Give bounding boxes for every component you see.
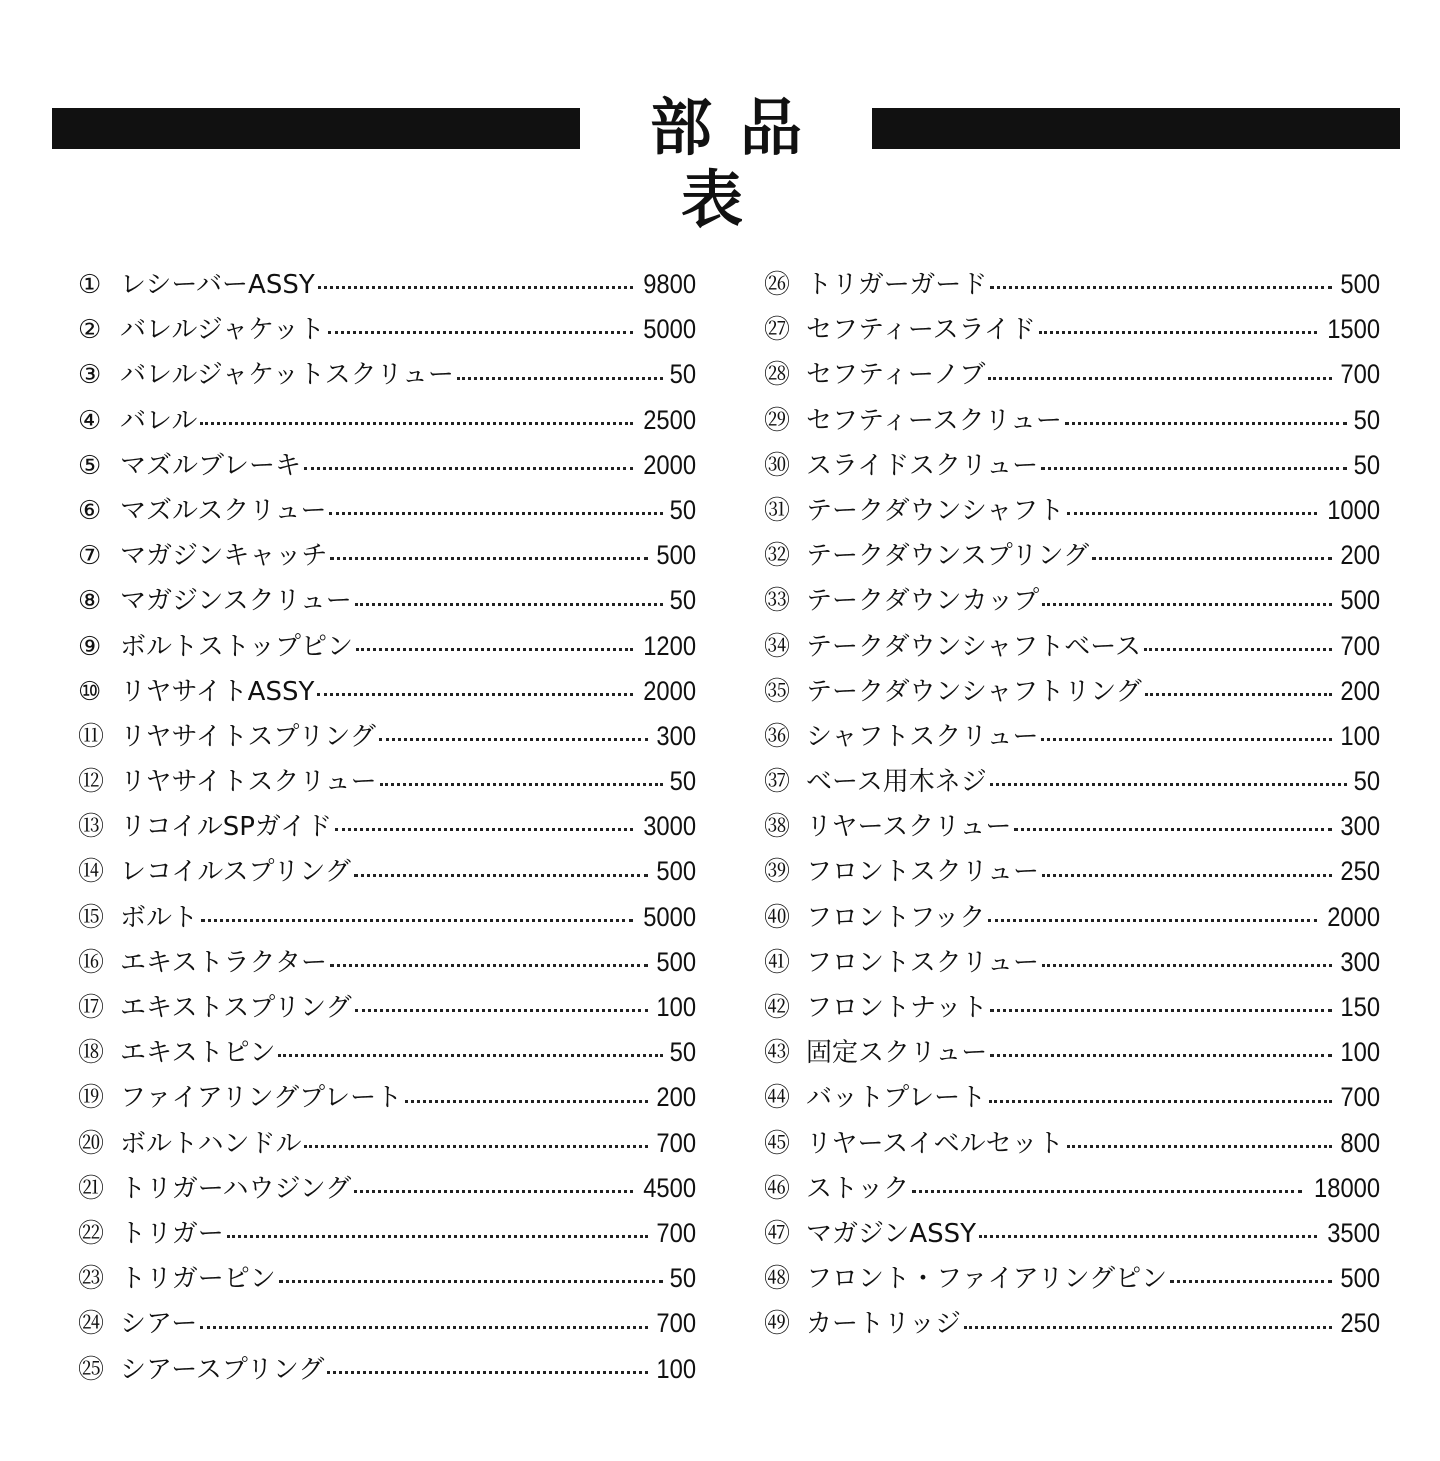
dot-leader bbox=[979, 1235, 1317, 1238]
part-price: 50 bbox=[669, 359, 696, 390]
part-price: 50 bbox=[669, 585, 696, 616]
dot-leader bbox=[354, 874, 648, 877]
dot-leader bbox=[964, 1326, 1332, 1329]
dot-leader bbox=[318, 286, 633, 289]
part-number: ㊽ bbox=[764, 1264, 791, 1295]
part-number: ④ bbox=[78, 405, 102, 436]
dot-leader bbox=[1014, 828, 1332, 831]
part-name: ボルトハンドル bbox=[120, 1128, 302, 1159]
title-banner bbox=[52, 91, 1400, 236]
part-row bbox=[764, 1030, 1380, 1075]
part-number: ㉝ bbox=[764, 586, 791, 617]
dot-leader bbox=[1145, 693, 1332, 696]
dot-leader bbox=[1041, 738, 1331, 741]
part-name: エキストスプリング bbox=[120, 993, 352, 1023]
part-price: 150 bbox=[1340, 992, 1380, 1022]
part-row bbox=[764, 488, 1380, 533]
part-number: ㉗ bbox=[764, 315, 791, 346]
part-price: 5000 bbox=[643, 314, 696, 345]
part-name: バレルジャケット bbox=[120, 315, 325, 346]
part-name: トリガーガード bbox=[806, 270, 988, 300]
part-name: ボルト bbox=[120, 902, 199, 933]
dot-leader bbox=[304, 1145, 647, 1148]
part-number: ㊶ bbox=[764, 947, 791, 978]
part-number: ㊼ bbox=[764, 1218, 791, 1249]
part-row bbox=[78, 533, 696, 578]
part-row bbox=[764, 759, 1380, 804]
part-price: 1200 bbox=[643, 630, 696, 661]
part-row bbox=[78, 1347, 696, 1392]
part-row bbox=[78, 804, 696, 849]
part-row bbox=[764, 307, 1380, 352]
part-price: 700 bbox=[1340, 1082, 1380, 1113]
part-row bbox=[764, 624, 1380, 669]
part-number: ㊾ bbox=[764, 1309, 791, 1340]
part-price: 2000 bbox=[1327, 901, 1380, 932]
part-row bbox=[78, 1030, 696, 1075]
part-row bbox=[78, 1121, 696, 1166]
part-number: ⑩ bbox=[78, 676, 102, 707]
part-price: 300 bbox=[656, 720, 696, 751]
dot-leader bbox=[1092, 557, 1332, 560]
page-title: 部品表 bbox=[649, 91, 830, 236]
dot-leader bbox=[330, 557, 648, 560]
part-price: 50 bbox=[1353, 766, 1380, 797]
part-number: ⑥ bbox=[78, 495, 102, 526]
part-number: ⑮ bbox=[78, 902, 105, 933]
dot-leader bbox=[990, 783, 1347, 786]
part-row bbox=[78, 307, 696, 352]
part-price: 100 bbox=[656, 992, 696, 1022]
dot-leader bbox=[227, 1235, 648, 1238]
part-name: バットプレート bbox=[806, 1083, 987, 1114]
part-number: ㊴ bbox=[764, 857, 791, 888]
part-number: ㉖ bbox=[764, 270, 791, 300]
dot-leader bbox=[355, 603, 663, 606]
part-number: ⑳ bbox=[78, 1128, 105, 1159]
part-number: ㉘ bbox=[764, 360, 791, 391]
part-row bbox=[78, 895, 696, 940]
dot-leader bbox=[405, 1100, 648, 1103]
part-name: シャフトスクリュー bbox=[806, 721, 1039, 752]
part-number: ㉙ bbox=[764, 405, 791, 436]
part-number: ⑰ bbox=[78, 993, 105, 1023]
part-number: ㉚ bbox=[764, 450, 791, 481]
part-number: ⑭ bbox=[78, 857, 105, 888]
part-price: 100 bbox=[656, 1353, 696, 1384]
dot-leader bbox=[354, 1190, 633, 1193]
part-price: 500 bbox=[1340, 585, 1380, 616]
part-price: 2500 bbox=[643, 404, 696, 435]
part-name: リヤサイトASSY bbox=[120, 676, 315, 707]
part-row bbox=[764, 849, 1380, 894]
part-price: 50 bbox=[669, 1263, 696, 1294]
part-name: トリガー bbox=[120, 1218, 224, 1249]
part-price: 50 bbox=[1353, 449, 1380, 480]
dot-leader bbox=[1067, 1145, 1332, 1148]
dot-leader bbox=[329, 512, 663, 515]
part-price: 50 bbox=[669, 766, 696, 797]
part-row bbox=[764, 895, 1380, 940]
dot-leader bbox=[328, 331, 633, 334]
part-number: ⑲ bbox=[78, 1083, 105, 1114]
part-price: 200 bbox=[1340, 540, 1380, 571]
part-row bbox=[78, 1211, 696, 1256]
part-name: バレルジャケットスクリュー bbox=[120, 360, 454, 391]
part-name: バレル bbox=[120, 405, 198, 436]
part-number: ⑦ bbox=[78, 541, 102, 572]
part-row bbox=[764, 1075, 1380, 1120]
part-price: 18000 bbox=[1313, 1172, 1380, 1203]
part-name: ファイアリングプレート bbox=[120, 1083, 403, 1114]
dot-leader bbox=[1041, 467, 1347, 470]
part-number: ③ bbox=[78, 360, 102, 391]
part-price: 2000 bbox=[643, 675, 696, 706]
part-name: リコイルSPガイド bbox=[120, 812, 333, 843]
part-number: ㉓ bbox=[78, 1264, 105, 1295]
part-name: リヤースイベルセット bbox=[806, 1128, 1064, 1159]
dot-leader bbox=[457, 377, 663, 380]
part-price: 1000 bbox=[1327, 494, 1380, 525]
part-price: 250 bbox=[1340, 1308, 1380, 1339]
part-name: テークダウンシャフトリング bbox=[806, 676, 1142, 707]
dot-leader bbox=[200, 422, 633, 425]
dot-leader bbox=[200, 1326, 648, 1329]
part-row bbox=[78, 488, 696, 533]
dot-leader bbox=[317, 693, 633, 696]
dot-leader bbox=[1144, 648, 1332, 651]
part-name: フロントナット bbox=[806, 993, 988, 1023]
part-price: 50 bbox=[669, 494, 696, 525]
part-number: ㊷ bbox=[764, 993, 791, 1023]
part-name: リヤサイトスプリング bbox=[120, 721, 376, 752]
dot-leader bbox=[1170, 1280, 1332, 1283]
part-row bbox=[78, 985, 696, 1030]
title-bar-left bbox=[52, 108, 580, 149]
part-row bbox=[764, 578, 1380, 623]
part-price: 50 bbox=[1353, 404, 1380, 435]
part-row bbox=[764, 262, 1380, 307]
dot-leader bbox=[989, 1100, 1332, 1103]
part-price: 500 bbox=[1340, 1263, 1380, 1294]
part-number: ㉕ bbox=[78, 1354, 105, 1385]
part-price: 50 bbox=[669, 1037, 696, 1068]
part-row bbox=[764, 443, 1380, 488]
dot-leader bbox=[356, 648, 633, 651]
part-row bbox=[78, 578, 696, 623]
title-bar-right bbox=[872, 108, 1400, 149]
part-number: ⑧ bbox=[78, 586, 102, 617]
part-name: マガジンキャッチ bbox=[120, 541, 328, 572]
part-price: 4500 bbox=[643, 1172, 696, 1203]
part-name: レシーバーASSY bbox=[120, 270, 315, 300]
part-price: 300 bbox=[1340, 946, 1380, 977]
part-number: ⑨ bbox=[78, 631, 102, 662]
part-name: 固定スクリュー bbox=[806, 1038, 988, 1069]
part-number: ⑤ bbox=[78, 450, 102, 481]
part-name: テークダウンカップ bbox=[806, 586, 1040, 617]
part-name: トリガーピン bbox=[120, 1264, 276, 1295]
part-row bbox=[78, 624, 696, 669]
part-name: テークダウンシャフトベース bbox=[806, 631, 1142, 662]
part-price: 700 bbox=[1340, 359, 1380, 390]
part-number: ㊸ bbox=[764, 1038, 791, 1069]
part-name: テークダウンシャフト bbox=[806, 495, 1065, 526]
part-number: ① bbox=[78, 270, 102, 300]
parts-list-right bbox=[764, 262, 1380, 1347]
part-row bbox=[78, 398, 696, 443]
part-price: 500 bbox=[1340, 269, 1380, 299]
part-name: セフティースライド bbox=[806, 315, 1036, 346]
dot-leader bbox=[330, 964, 648, 967]
part-row bbox=[78, 443, 696, 488]
part-price: 500 bbox=[656, 540, 696, 571]
part-number: ⑱ bbox=[78, 1038, 105, 1069]
part-row bbox=[764, 985, 1380, 1030]
part-name: テークダウンスプリング bbox=[806, 541, 1090, 572]
part-price: 700 bbox=[1340, 630, 1380, 661]
part-name: シアースプリング bbox=[120, 1354, 325, 1385]
part-name: エキストピン bbox=[120, 1038, 276, 1069]
dot-leader bbox=[1042, 964, 1332, 967]
part-number: ⑪ bbox=[78, 721, 105, 752]
part-row bbox=[764, 533, 1380, 578]
part-number: ㉜ bbox=[764, 541, 791, 572]
part-row bbox=[764, 669, 1380, 714]
part-number: ㊵ bbox=[764, 902, 791, 933]
part-number: ⑯ bbox=[78, 947, 105, 978]
part-number: ㊳ bbox=[764, 812, 791, 843]
part-row bbox=[764, 940, 1380, 985]
part-row bbox=[764, 1211, 1380, 1256]
dot-leader bbox=[335, 828, 633, 831]
part-row bbox=[78, 849, 696, 894]
dot-leader bbox=[380, 783, 663, 786]
part-row bbox=[764, 1121, 1380, 1166]
dot-leader bbox=[1039, 331, 1317, 334]
part-row bbox=[764, 352, 1380, 397]
part-name: フロントスクリュー bbox=[806, 857, 1039, 888]
part-number: ㊻ bbox=[764, 1173, 791, 1204]
part-number: ㊲ bbox=[764, 767, 791, 798]
part-name: レコイルスプリング bbox=[120, 857, 351, 888]
dot-leader bbox=[1042, 874, 1332, 877]
part-price: 1500 bbox=[1327, 314, 1380, 345]
part-price: 3500 bbox=[1327, 1217, 1380, 1248]
part-name: リヤースクリュー bbox=[806, 812, 1012, 843]
dot-leader bbox=[304, 467, 633, 470]
part-name: ボルトストップピン bbox=[120, 631, 353, 662]
dot-leader bbox=[1067, 512, 1317, 515]
part-price: 500 bbox=[656, 946, 696, 977]
part-number: ㉑ bbox=[78, 1173, 105, 1204]
part-row bbox=[78, 352, 696, 397]
part-name: マズルスクリュー bbox=[120, 495, 327, 526]
part-row bbox=[764, 1301, 1380, 1346]
dot-leader bbox=[990, 1054, 1332, 1057]
part-row bbox=[764, 1256, 1380, 1301]
part-price: 9800 bbox=[643, 269, 696, 299]
part-number: ㊺ bbox=[764, 1128, 791, 1159]
part-number: ⑬ bbox=[78, 812, 105, 843]
part-number: ㉒ bbox=[78, 1218, 105, 1249]
part-name: マズルブレーキ bbox=[120, 450, 301, 481]
part-row bbox=[78, 262, 696, 307]
part-name: フロント・ファイアリングピン bbox=[806, 1264, 1168, 1295]
part-row bbox=[764, 1166, 1380, 1211]
dot-leader bbox=[1065, 422, 1347, 425]
part-price: 300 bbox=[1340, 811, 1380, 842]
part-row bbox=[78, 1256, 696, 1301]
dot-leader bbox=[990, 1009, 1331, 1012]
part-row bbox=[78, 1301, 696, 1346]
part-number: ② bbox=[78, 315, 102, 346]
dot-leader bbox=[379, 738, 648, 741]
part-price: 3000 bbox=[643, 811, 696, 842]
part-name: スライドスクリュー bbox=[806, 450, 1039, 481]
dot-leader bbox=[278, 1054, 662, 1057]
part-row bbox=[78, 714, 696, 759]
part-name: フロントフック bbox=[806, 902, 986, 933]
part-price: 100 bbox=[1340, 720, 1380, 751]
dot-leader bbox=[279, 1280, 663, 1283]
part-row bbox=[78, 940, 696, 985]
part-row bbox=[78, 1166, 696, 1211]
part-price: 200 bbox=[1340, 675, 1380, 706]
part-name: カートリッジ bbox=[806, 1309, 961, 1340]
part-price: 2000 bbox=[643, 449, 696, 480]
dot-leader bbox=[988, 377, 1332, 380]
part-row bbox=[78, 1075, 696, 1120]
parts-list-left bbox=[78, 262, 696, 1392]
part-name: セフティースクリュー bbox=[806, 405, 1062, 436]
part-number: ⑫ bbox=[78, 767, 105, 798]
part-name: フロントスクリュー bbox=[806, 947, 1039, 978]
part-price: 5000 bbox=[643, 901, 696, 932]
part-row bbox=[764, 714, 1380, 759]
part-number: ㉞ bbox=[764, 631, 791, 662]
part-name: セフティーノブ bbox=[806, 360, 986, 391]
part-name: リヤサイトスクリュー bbox=[120, 767, 377, 798]
part-price: 100 bbox=[1340, 1037, 1380, 1068]
part-row bbox=[764, 398, 1380, 443]
dot-leader bbox=[912, 1190, 1302, 1193]
part-row bbox=[764, 804, 1380, 849]
part-price: 250 bbox=[1340, 856, 1380, 887]
dot-leader bbox=[1042, 603, 1332, 606]
part-name: ベース用木ネジ bbox=[806, 767, 987, 798]
dot-leader bbox=[327, 1371, 648, 1374]
part-price: 500 bbox=[656, 856, 696, 887]
part-number: ㊹ bbox=[764, 1083, 791, 1114]
dot-leader bbox=[201, 919, 633, 922]
part-price: 700 bbox=[656, 1217, 696, 1248]
part-name: エキストラクター bbox=[120, 947, 327, 978]
part-name: マガジンスクリュー bbox=[120, 586, 352, 617]
part-price: 700 bbox=[656, 1308, 696, 1339]
part-price: 800 bbox=[1340, 1127, 1380, 1158]
part-price: 700 bbox=[656, 1127, 696, 1158]
part-row bbox=[78, 759, 696, 804]
dot-leader bbox=[988, 919, 1317, 922]
part-name: ストック bbox=[806, 1173, 910, 1204]
part-price: 200 bbox=[656, 1082, 696, 1113]
part-number: ㉔ bbox=[78, 1309, 105, 1340]
part-row bbox=[78, 669, 696, 714]
part-name: トリガーハウジング bbox=[120, 1173, 352, 1204]
dot-leader bbox=[355, 1009, 648, 1012]
part-name: シアー bbox=[120, 1309, 198, 1340]
part-number: ㉛ bbox=[764, 495, 791, 526]
part-number: ㊱ bbox=[764, 721, 791, 752]
part-number: ㉟ bbox=[764, 676, 791, 707]
part-name: マガジンASSY bbox=[806, 1218, 977, 1249]
dot-leader bbox=[990, 286, 1332, 289]
